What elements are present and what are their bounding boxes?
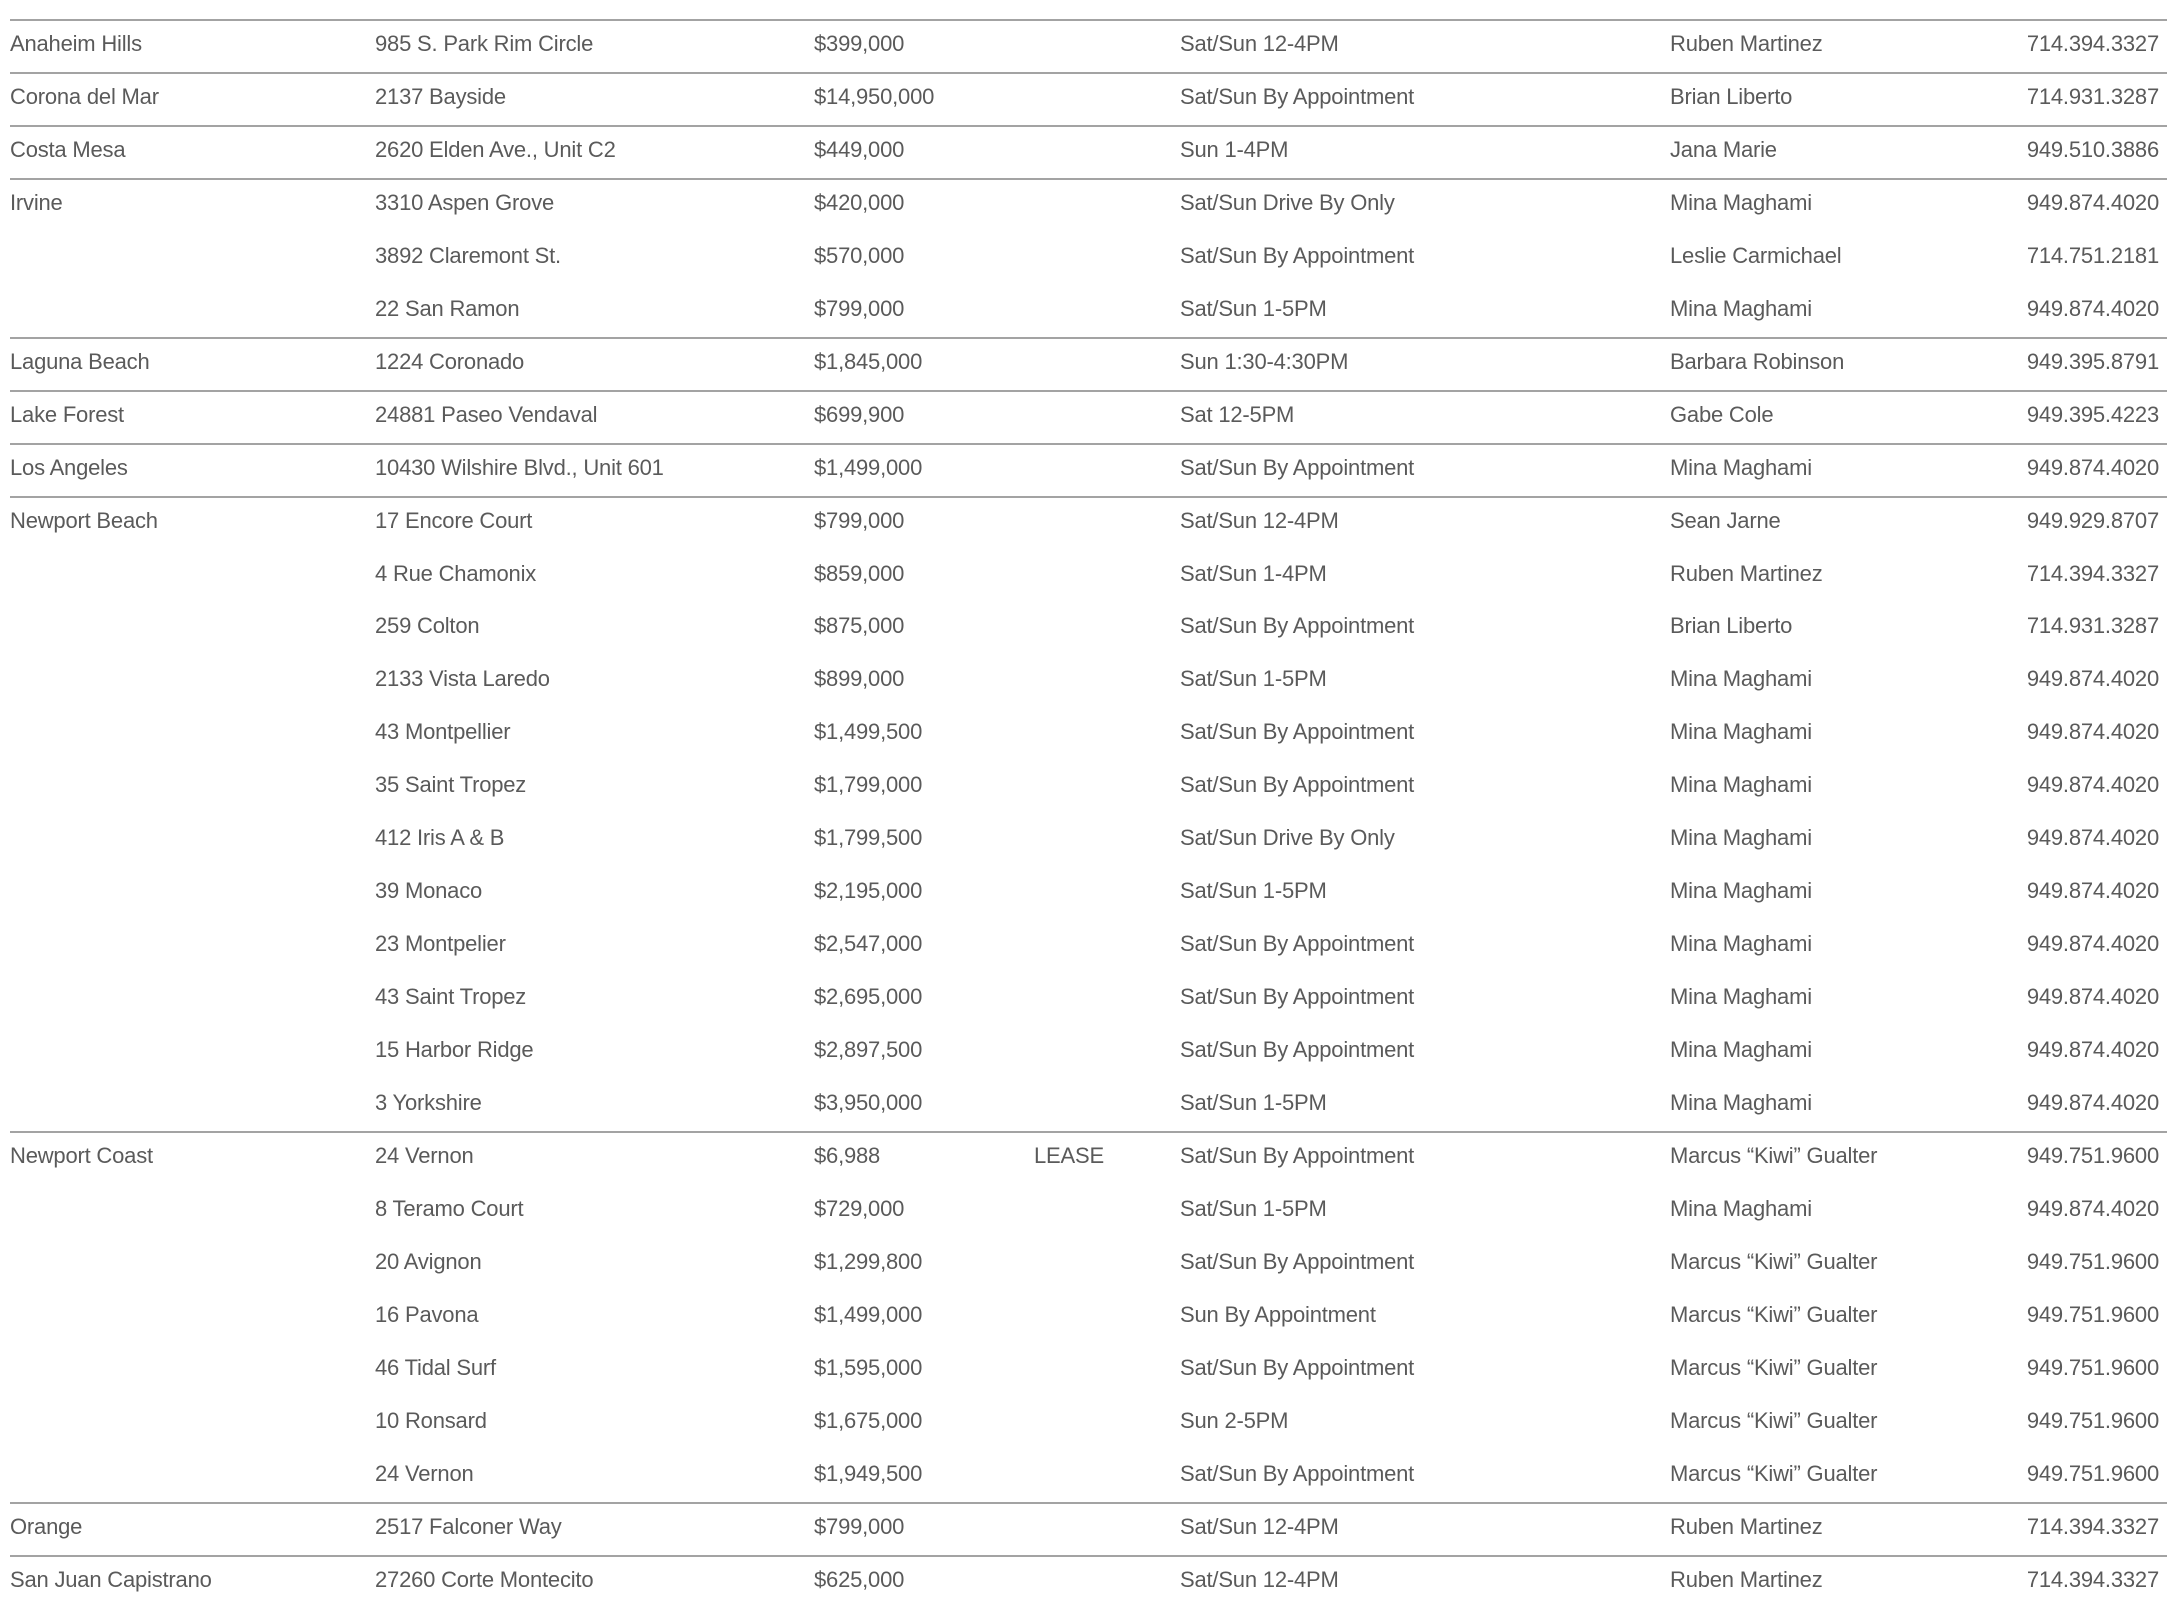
address-cell: 3892 Claremont St.	[375, 242, 561, 268]
agent-phone-cell: 949.874.4020	[2026, 454, 2159, 480]
price-cell: $3,950,000	[814, 1090, 923, 1115]
address-cell: 46 Tidal Surf	[375, 1354, 496, 1380]
price-cell: $2,897,500	[814, 1037, 923, 1063]
price-cell: $875,000	[814, 613, 905, 639]
price-cell: $899,000	[814, 666, 905, 692]
agent-name-cell: Mina Maghami	[1670, 878, 1812, 904]
price-cell: $1,499,000	[814, 454, 923, 480]
address-cell: 259 Colton	[375, 613, 480, 639]
listing-row	[0, 549, 2181, 602]
open-house-schedule-cell: Sat/Sun By Appointment	[1180, 931, 1415, 957]
address-cell: 20 Avignon	[375, 1248, 482, 1274]
listing-row	[0, 1449, 2181, 1502]
agent-name-cell: Marcus “Kiwi” Gualter	[1670, 1248, 1878, 1274]
price-cell: $1,845,000	[814, 348, 923, 374]
agent-name-cell: Marcus “Kiwi” Gualter	[1670, 1142, 1878, 1168]
city-cell: Costa Mesa	[10, 136, 126, 162]
agent-name-cell: Gabe Cole	[1670, 401, 1774, 427]
agent-name-cell: Brian Liberto	[1670, 83, 1793, 109]
address-cell: 985 S. Park Rim Circle	[375, 31, 594, 56]
price-cell: $1,299,800	[814, 1248, 923, 1274]
open-house-schedule-cell: Sat/Sun By Appointment	[1180, 1354, 1415, 1380]
open-house-schedule-cell: Sat/Sun By Appointment	[1180, 83, 1415, 109]
agent-phone-cell: 949.874.4020	[2026, 878, 2159, 904]
agent-phone-cell: 714.931.3287	[2026, 83, 2159, 109]
open-house-schedule-cell: Sat/Sun By Appointment	[1180, 1248, 1415, 1274]
listing-row	[0, 1343, 2181, 1396]
open-house-schedule-cell: Sat/Sun Drive By Only	[1180, 825, 1395, 851]
open-house-schedule-cell: Sat/Sun 12-4PM	[1180, 1566, 1339, 1592]
agent-phone-cell: 949.874.4020	[2026, 931, 2159, 957]
price-cell: $2,695,000	[814, 984, 923, 1010]
agent-phone-cell: 714.751.2181	[2026, 242, 2159, 268]
open-house-schedule-cell: Sat/Sun By Appointment	[1180, 1037, 1415, 1063]
agent-phone-cell: 949.751.9600	[2026, 1301, 2159, 1327]
agent-name-cell: Marcus “Kiwi” Gualter	[1670, 1407, 1878, 1433]
listing-row	[0, 654, 2181, 707]
agent-phone-cell: 949.874.4020	[2026, 772, 2159, 798]
agent-phone-cell: 949.874.4020	[2026, 1195, 2159, 1221]
agent-name-cell: Marcus “Kiwi” Gualter	[1670, 1460, 1878, 1486]
address-cell: 23 Montpelier	[375, 931, 506, 957]
city-cell: Lake Forest	[10, 401, 124, 427]
price-cell: $1,595,000	[814, 1354, 923, 1380]
listing-row	[0, 390, 2181, 443]
agent-name-cell: Mina Maghami	[1670, 295, 1812, 321]
price-cell: $799,000	[814, 507, 905, 533]
price-cell: $14,950,000	[814, 83, 935, 109]
agent-name-cell: Marcus “Kiwi” Gualter	[1670, 1354, 1878, 1380]
listing-row	[0, 1396, 2181, 1449]
price-cell: $1,499,000	[814, 1301, 923, 1327]
open-house-schedule-cell: Sat/Sun 12-4PM	[1180, 507, 1339, 533]
price-cell: $449,000	[814, 136, 905, 162]
agent-phone-cell: 949.874.4020	[2026, 295, 2159, 321]
city-cell: Los Angeles	[10, 454, 128, 480]
agent-name-cell: Mina Maghami	[1670, 984, 1812, 1010]
city-cell: San Juan Capistrano	[10, 1566, 212, 1592]
address-cell: 22 San Ramon	[375, 295, 520, 321]
agent-name-cell: Ruben Martinez	[1670, 1566, 1823, 1592]
address-cell: 1224 Coronado	[375, 348, 525, 374]
open-house-schedule-cell: Sat/Sun By Appointment	[1180, 772, 1415, 798]
listing-row	[0, 601, 2181, 654]
agent-name-cell: Mina Maghami	[1670, 1090, 1812, 1115]
listing-row	[0, 284, 2181, 337]
agent-phone-cell: 949.874.4020	[2026, 984, 2159, 1010]
listing-row	[0, 707, 2181, 760]
agent-phone-cell: 949.395.8791	[2026, 348, 2159, 374]
agent-name-cell: Mina Maghami	[1670, 1195, 1812, 1221]
agent-name-cell: Mina Maghami	[1670, 772, 1812, 798]
address-cell: 3 Yorkshire	[375, 1090, 482, 1115]
agent-phone-cell: 949.751.9600	[2026, 1354, 2159, 1380]
open-house-schedule-cell: Sat/Sun 1-5PM	[1180, 666, 1327, 692]
open-house-schedule-cell: Sat/Sun By Appointment	[1180, 1460, 1415, 1486]
listing-row	[0, 1502, 2181, 1555]
address-cell: 24 Vernon	[375, 1142, 474, 1168]
agent-name-cell: Mina Maghami	[1670, 931, 1812, 957]
price-cell: $570,000	[814, 242, 905, 268]
open-house-schedule-cell: Sat/Sun Drive By Only	[1180, 189, 1395, 215]
agent-name-cell: Mina Maghami	[1670, 719, 1812, 745]
listing-row	[0, 178, 2181, 231]
listing-row	[0, 972, 2181, 1025]
listing-row	[0, 1184, 2181, 1237]
open-house-schedule-cell: Sat/Sun 12-4PM	[1180, 31, 1339, 56]
listing-row	[0, 1290, 2181, 1343]
address-cell: 10430 Wilshire Blvd., Unit 601	[375, 454, 664, 480]
price-cell: $2,547,000	[814, 931, 923, 957]
address-cell: 24881 Paseo Vendaval	[375, 401, 598, 427]
open-house-schedule-cell: Sun By Appointment	[1180, 1301, 1376, 1327]
open-house-schedule-cell: Sat/Sun 1-5PM	[1180, 878, 1327, 904]
agent-phone-cell: 949.510.3886	[2026, 136, 2159, 162]
price-cell: $699,900	[814, 401, 905, 427]
open-house-schedule-cell: Sat/Sun By Appointment	[1180, 242, 1415, 268]
address-cell: 43 Saint Tropez	[375, 984, 527, 1010]
address-cell: 35 Saint Tropez	[375, 772, 527, 798]
city-cell: Corona del Mar	[10, 83, 159, 109]
open-house-schedule-cell: Sat/Sun 1-5PM	[1180, 1090, 1327, 1115]
price-cell: $2,195,000	[814, 878, 923, 904]
price-cell: $799,000	[814, 1513, 905, 1539]
agent-phone-cell: 949.929.8707	[2026, 507, 2159, 533]
city-cell: Anaheim Hills	[10, 31, 142, 56]
agent-name-cell: Mina Maghami	[1670, 454, 1812, 480]
price-cell: $1,799,500	[814, 825, 923, 851]
open-house-schedule-cell: Sat/Sun By Appointment	[1180, 613, 1415, 639]
agent-phone-cell: 949.874.4020	[2026, 825, 2159, 851]
agent-phone-cell: 949.395.4223	[2026, 401, 2159, 427]
address-cell: 2133 Vista Laredo	[375, 666, 550, 692]
price-cell: $1,499,500	[814, 719, 923, 745]
agent-phone-cell: 714.394.3327	[2026, 1513, 2159, 1539]
agent-phone-cell: 714.394.3327	[2026, 31, 2159, 56]
address-cell: 39 Monaco	[375, 878, 483, 904]
agent-name-cell: Marcus “Kiwi” Gualter	[1670, 1301, 1878, 1327]
agent-name-cell: Mina Maghami	[1670, 1037, 1812, 1063]
address-cell: 8 Teramo Court	[375, 1195, 524, 1221]
address-cell: 24 Vernon	[375, 1460, 474, 1486]
agent-phone-cell: 949.874.4020	[2026, 1037, 2159, 1063]
agent-name-cell: Brian Liberto	[1670, 613, 1793, 639]
listing-row	[0, 1131, 2181, 1184]
agent-name-cell: Mina Maghami	[1670, 666, 1812, 692]
listing-type-cell: LEASE	[1034, 1142, 1104, 1168]
open-house-schedule-cell: Sat/Sun By Appointment	[1180, 984, 1415, 1010]
address-cell: 412 Iris A & B	[375, 825, 505, 851]
address-cell: 2137 Bayside	[375, 83, 506, 109]
address-cell: 17 Encore Court	[375, 507, 533, 533]
listing-row	[0, 337, 2181, 390]
agent-phone-cell: 949.874.4020	[2026, 1090, 2159, 1115]
listing-row	[0, 125, 2181, 178]
address-cell: 3310 Aspen Grove	[375, 189, 555, 215]
open-house-schedule-cell: Sun 1:30-4:30PM	[1180, 348, 1349, 374]
open-house-schedule-cell: Sun 2-5PM	[1180, 1407, 1289, 1433]
listing-row	[0, 866, 2181, 919]
agent-name-cell: Ruben Martinez	[1670, 560, 1823, 586]
listing-row	[0, 919, 2181, 972]
address-cell: 27260 Corte Montecito	[375, 1566, 594, 1592]
city-cell: Newport Coast	[10, 1142, 153, 1168]
open-house-schedule-cell: Sat/Sun By Appointment	[1180, 719, 1415, 745]
agent-name-cell: Sean Jarne	[1670, 507, 1781, 533]
city-cell: Irvine	[10, 189, 63, 215]
listing-row	[0, 231, 2181, 284]
address-cell: 2620 Elden Ave., Unit C2	[375, 136, 616, 162]
listing-row	[0, 19, 2181, 72]
open-house-schedule-cell: Sat/Sun 12-4PM	[1180, 1513, 1339, 1539]
price-cell: $1,675,000	[814, 1407, 923, 1433]
agent-name-cell: Mina Maghami	[1670, 825, 1812, 851]
open-house-schedule-cell: Sat 12-5PM	[1180, 401, 1295, 427]
listing-row	[0, 1555, 2181, 1608]
listing-row	[0, 443, 2181, 496]
agent-phone-cell: 949.874.4020	[2026, 189, 2159, 215]
agent-phone-cell: 714.931.3287	[2026, 613, 2159, 639]
agent-phone-cell: 949.751.9600	[2026, 1407, 2159, 1433]
listing-row	[0, 72, 2181, 125]
open-house-schedule-cell: Sun 1-4PM	[1180, 136, 1289, 162]
city-cell: Laguna Beach	[10, 348, 150, 374]
agent-name-cell: Leslie Carmichael	[1670, 242, 1842, 268]
address-cell: 15 Harbor Ridge	[375, 1037, 534, 1063]
agent-name-cell: Jana Marie	[1670, 136, 1777, 162]
agent-phone-cell: 949.751.9600	[2026, 1142, 2159, 1168]
price-cell: $859,000	[814, 560, 905, 586]
price-cell: $1,949,500	[814, 1460, 923, 1486]
agent-name-cell: Ruben Martinez	[1670, 1513, 1823, 1539]
listing-row	[0, 1078, 2181, 1131]
agent-phone-cell: 949.874.4020	[2026, 666, 2159, 692]
price-cell: $625,000	[814, 1566, 905, 1592]
price-cell: $6,988	[814, 1142, 881, 1168]
agent-phone-cell: 714.394.3327	[2026, 1566, 2159, 1592]
listing-row	[0, 1025, 2181, 1078]
agent-name-cell: Ruben Martinez	[1670, 31, 1823, 56]
agent-phone-cell: 949.874.4020	[2026, 719, 2159, 745]
price-cell: $1,799,000	[814, 772, 923, 798]
agent-phone-cell: 949.751.9600	[2026, 1460, 2159, 1486]
open-house-schedule-cell: Sat/Sun 1-5PM	[1180, 1195, 1327, 1221]
agent-phone-cell: 949.751.9600	[2026, 1248, 2159, 1274]
address-cell: 2517 Falconer Way	[375, 1513, 562, 1539]
open-house-schedule-cell: Sat/Sun 1-4PM	[1180, 560, 1327, 586]
address-cell: 10 Ronsard	[375, 1407, 487, 1433]
price-cell: $399,000	[814, 31, 905, 56]
open-house-schedule-cell: Sat/Sun 1-5PM	[1180, 295, 1327, 321]
price-cell: $799,000	[814, 295, 905, 321]
listing-row	[0, 760, 2181, 813]
address-cell: 43 Montpellier	[375, 719, 511, 745]
agent-phone-cell: 714.394.3327	[2026, 560, 2159, 586]
open-house-schedule-cell: Sat/Sun By Appointment	[1180, 1142, 1415, 1168]
listing-row	[0, 813, 2181, 866]
price-cell: $729,000	[814, 1195, 905, 1221]
address-cell: 4 Rue Chamonix	[375, 560, 537, 586]
listing-row	[0, 1237, 2181, 1290]
listing-row	[0, 496, 2181, 549]
address-cell: 16 Pavona	[375, 1301, 479, 1327]
open-house-schedule-cell: Sat/Sun By Appointment	[1180, 454, 1415, 480]
agent-name-cell: Barbara Robinson	[1670, 348, 1845, 374]
agent-name-cell: Mina Maghami	[1670, 189, 1812, 215]
price-cell: $420,000	[814, 189, 905, 215]
city-cell: Newport Beach	[10, 507, 158, 533]
city-cell: Orange	[10, 1513, 83, 1539]
